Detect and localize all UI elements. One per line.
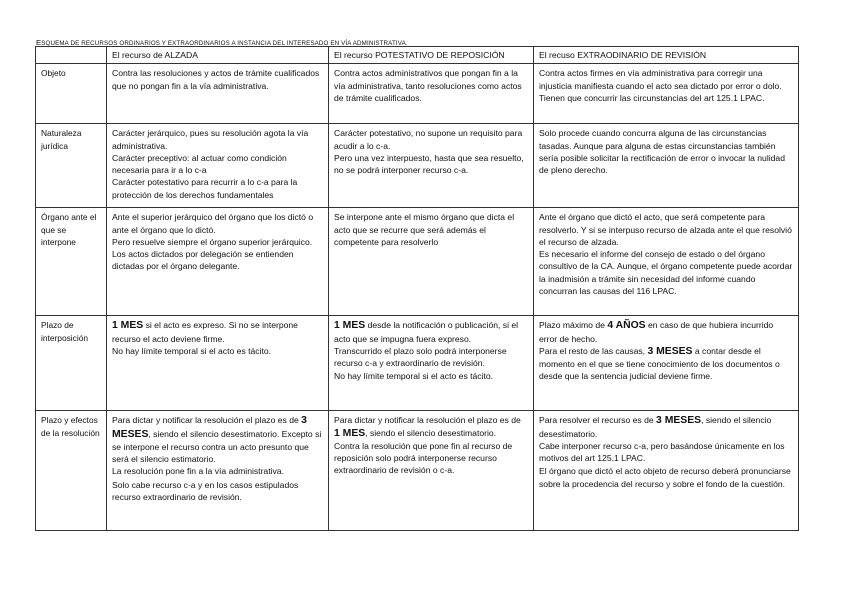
cell-text: No hay límite temporal si el acto es tácito. [334,371,494,382]
cell-text: Los actos dictados por delegación se entienden dictadas por el órgano delegante. [112,249,294,272]
row-objeto [36,64,799,124]
row-label: Naturaleza jurídica [36,124,107,208]
cell-reposicion [329,208,534,316]
cell-text: Cabe interponer recurso c-a, pero basándose únicamente en los motivos del art 125.1 LPAC. [539,440,785,464]
cell-text: La resolución pone fin a la vía administrativa. [112,466,284,477]
cell-text: Ante el superior jerárquico del órgano que los dictó o ante el órgano que lo dictó. [112,212,314,235]
cell-text: Pero una vez interpuesto, hasta que sea resuelto, no se podrá interponer recurso c-a. [334,152,524,176]
cell-revision [534,64,799,124]
cell-alzada [107,64,329,124]
row-naturaleza [36,124,799,208]
cell-text: Para resolver el recurso es de 3 MESES, siendo el silencio desestimatorio. [539,415,772,439]
cell-text: No hay límite temporal si el acto es tácito. [112,345,272,356]
cell-reposicion [329,411,534,531]
cell-text: El órgano que dictó el acto objeto de recurso deberá pronunciarse sobre la procedencia del recurso y sobre el fondo de la cuestión. [539,466,791,489]
cell-text: Carácter jerárquico, pues su resolución agota la vía administrativa. [112,128,309,151]
recursos-table [35,46,799,531]
cell-text: 1 MES desde la notificación o publicación, si el acto que se impugna fuera expreso. [334,320,519,344]
header-row [36,47,799,64]
cell-text: Contra las resoluciones y actos de trámite cualificados que no pongan fin a la vía administrativa. [112,68,320,91]
row-plazo-efectos [36,411,799,531]
cell-text: Para dictar y notificar la resolución el plazo es de 3 MESES, siendo el silencio desestimatorio. Excepto si se interpone el recurso contra un acto presunto que será el silencio estimatorio. [112,415,322,465]
row-label: Órgano ante el que se interpone [36,208,107,316]
cell-text: Contra actos administrativos que pongan fin a la vía administrativa, tanto resoluciones como actos de trámite cualificados. [334,68,522,103]
cell-text: Plazo máximo de 4 AÑOS en caso de que hubiera incurrido error de hecho. [539,320,774,344]
header-reposicion: El recurso POTESTATIVO DE REPOSICIÓN [329,47,534,64]
cell-reposicion [329,316,534,411]
cell-alzada [107,124,329,208]
cell-alzada [107,208,329,316]
cell-text: Solo cabe recurso c-a y en los casos estipulados recurso extraordinario de revisión. [112,479,299,503]
row-label: Plazo y efectos de la resolución [36,411,107,531]
cell-text: Se interpone ante el mismo órgano que dicta el acto que se recurre que será además el competente para resolverlo [334,212,515,247]
cell-text: Ante el órgano que dictó el acto, que será competente para resolverlo. Y si se interpuso recurso de alzada ante el que resolvió el recurso de alzada. [539,212,792,247]
cell-alzada [107,411,329,531]
cell-text: Contra la resolución que pone fin al recurso de reposición solo podrá interponerse recurso extraordinario de revisión o c-a. [334,440,513,476]
table-caption: ESQUEMA DE RECURSOS ORDINARIOS Y EXTRAORDINARIOS A INSTANCIA DEL INTERESADO EN VÍA ADMINISTRATIVA. [36,38,408,47]
header-cell-empty [36,47,107,64]
cell-alzada [107,316,329,411]
cell-reposicion [329,64,534,124]
cell-text: Para dictar y notificar la resolución el plazo es de 1 MES, siendo el silencio desestimatorio. [334,415,521,439]
cell-text: Contra actos firmes en vía administrativa para corregir una injusticia manifiesta cuando el acto sea dictado por error o dolo. Tienen que concurrir las circunstancias del art 125.1 LPAC. [539,68,782,103]
row-label: Plazo de interposición [36,316,107,411]
row-organo [36,208,799,316]
header-alzada: El recurso de ALZADA [107,47,329,64]
header-revision: El recuso EXTRAODINARIO DE REVISIÓN [534,47,799,64]
cell-revision [534,124,799,208]
cell-revision [534,316,799,411]
cell-text: 1 MES si el acto es expreso. Si no se interpone recurso el acto deviene firme. [112,320,298,344]
row-label: Objeto [36,64,107,124]
cell-text: Pero resuelve siempre el órgano superior jerárquico. [112,236,313,247]
cell-revision [534,411,799,531]
cell-text: Carácter potestativo para recurrir a lo c-a para la protección de los derechos fundamentales [112,177,298,200]
cell-text: Solo procede cuando concurra alguna de las circunstancias tasadas. Aunque para alguna de estas circunstancias también sería posible solicitar la rectificación de error o invocar la nulidad de pleno derecho. [539,128,785,176]
cell-reposicion [329,124,534,208]
cell-text: Carácter potestativo, no supone un requisito para acudir a lo c-a. [334,128,523,151]
cell-text: Es necesario el informe del consejo de estado o del órgano consultivo de la CA. Aunque, el órgano competente puede acordar la inadmisión a trámite sin necesidad del informe cuando concurran las causas del 116 LPAC. [539,249,793,297]
cell-text: Carácter preceptivo: al actuar como condición necesaria para ir a lo c-a [112,152,287,176]
cell-revision [534,208,799,316]
cell-text: Para el resto de las causas, 3 MESES a contar desde el momento en el que se tiene conocimiento de los documentos o desde que la sentencia judicial deviene firme. [539,345,780,382]
row-plazo-interposicion [36,316,799,411]
cell-text: Transcurrido el plazo solo podrá interponerse recurso c-a y extraordinario de revisión. [334,345,507,369]
